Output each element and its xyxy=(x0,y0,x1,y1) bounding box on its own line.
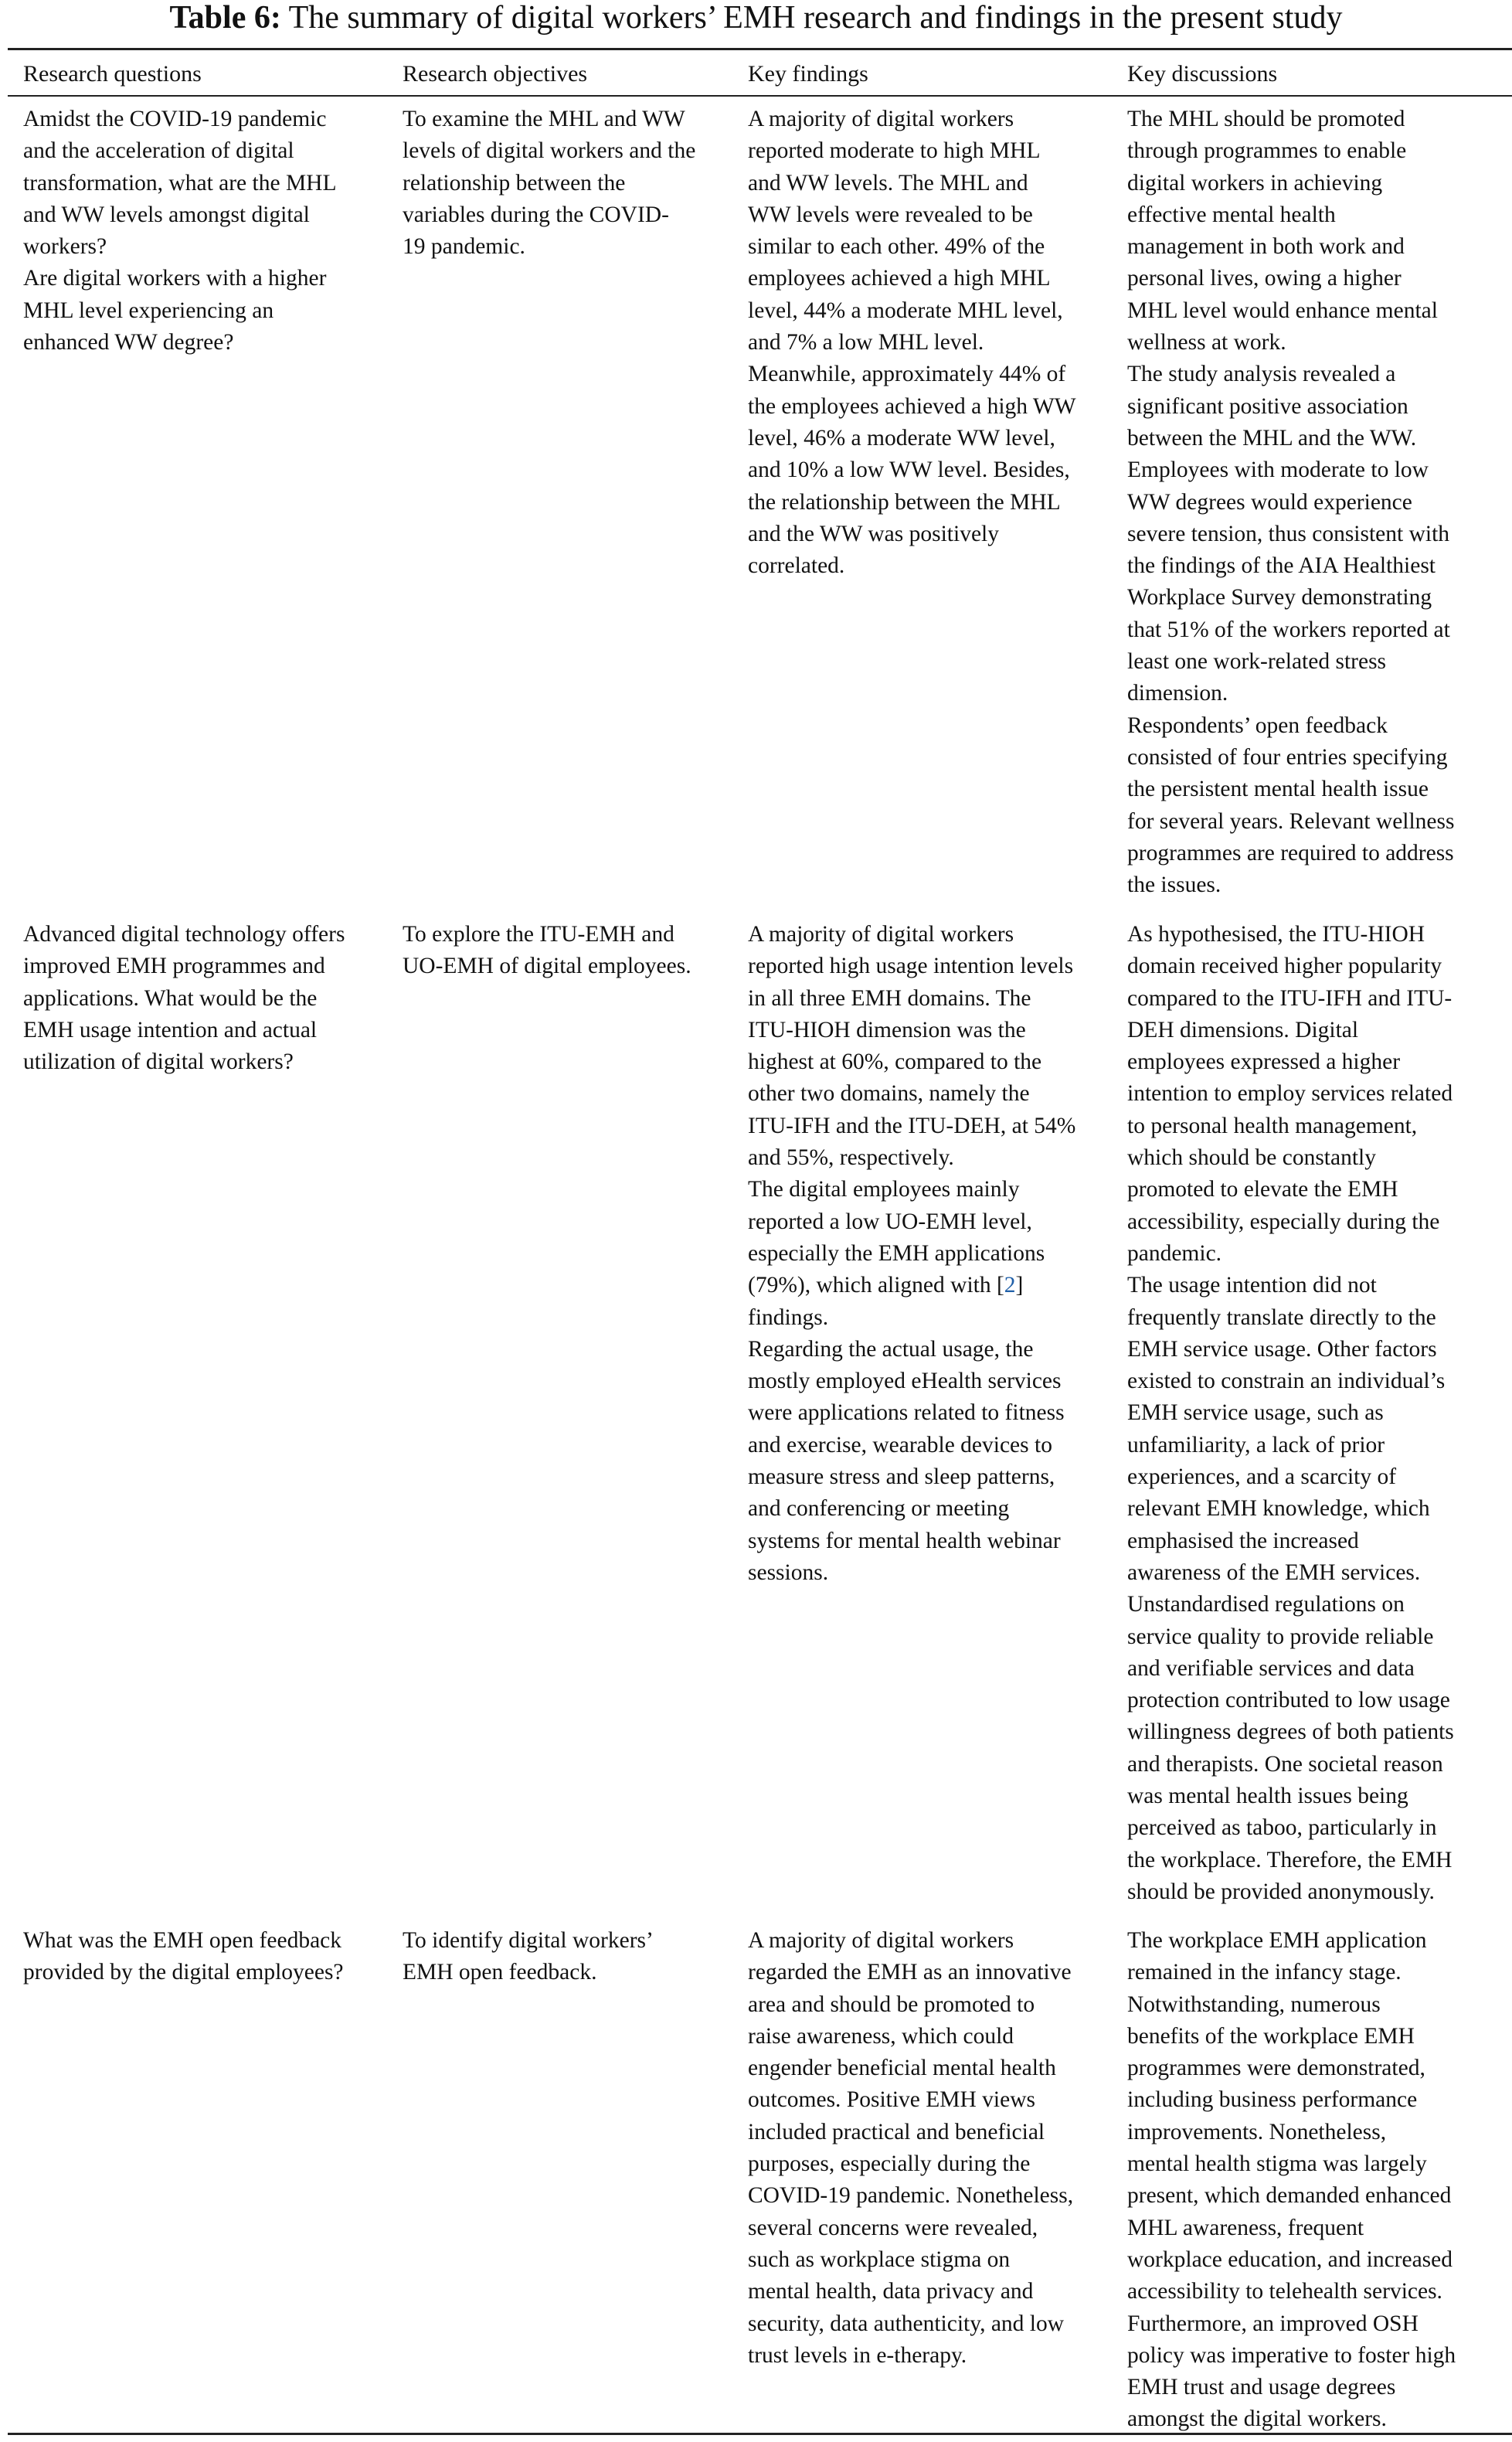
row-2-findings-text-a: A majority of digital workers reported high usage intention levels in all three EMH domains. The ITU-HIOH dimension was the highest at 60%, compared to the other two domains, namely the ITU-IFH and the ITU-DEH, at 54% and 55%, respectively. The digital employees mainly reported a low UO-EMH level, especially the EMH applications (79%), which aligned with [ xyxy=(748,922,1076,1298)
row-1-research-question: Amidst the COVID-19 pandemic and the acceleration of digital transformation, what are the MHL and WW levels amongst digital workers? Are digital workers with a higher MHL level experiencing an enhanced WW degree? xyxy=(23,107,337,355)
row-1-research-objective: To examine the MHL and WW levels of digital workers and the relationship between the variables during the COVID- 19 pandemic. xyxy=(403,107,696,260)
row-2-research-objective: To explore the ITU-EMH and UO-EMH of digital employees. xyxy=(403,922,691,979)
citation-link[interactable]: 2 xyxy=(1004,1273,1016,1298)
table-header-rule xyxy=(8,95,1512,97)
row-3-research-question: What was the EMH open feedback provided by the digital employees? xyxy=(23,1928,344,1985)
column-header-key-discussions: Key discussions xyxy=(1127,61,1278,87)
table-bottom-rule xyxy=(8,2433,1512,2435)
column-header-research-objectives: Research objectives xyxy=(403,61,588,87)
column-header-key-findings: Key findings xyxy=(748,61,868,87)
row-2-findings-text-b: ] findings. Regarding the actual usage, the mostly employed eHealth services were applications related to fitness and exercise, wearable devices to measure stress and sleep patterns, and conferencing or meeting systems for mental health webinar sessions. xyxy=(748,1273,1065,1585)
table-caption xyxy=(0,0,1512,37)
row-2-key-discussion: As hypothesised, the ITU-HIOH domain received higher popularity compared to the ITU-IFH and ITU- DEH dimensions. Digital employees expressed a higher intention to employ services related to personal health management, which should be constantly promoted to elevate the EMH accessibility, especially during the pandemic. The usage intention did not frequently translate directly to the EMH service usage. Other factors existed to constrain an individual’s EMH service usage, such as unfamiliarity, a lack of prior experiences, and a scarcity of relevant EMH knowledge, which emphasised the increased awareness of the EMH services. Unstandardised regulations on service quality to provide reliable and verifiable services and data protection contributed to low usage willingness degrees of both patients and therapists. One societal reason was mental health issues being perceived as taboo, particularly in the workplace. Therefore, the EMH should be provided anonymously. xyxy=(1127,922,1454,1904)
column-header-research-questions: Research questions xyxy=(23,61,202,87)
row-3-key-findings: A majority of digital workers regarded the EMH as an innovative area and should be promoted to raise awareness, which could engender beneficial mental health outcomes. Positive EMH views included practical and beneficial purposes, especially during the COVID-19 pandemic. Nonetheless, several concerns were revealed, such as workplace stigma on mental health, data privacy and security, data authenticity, and low trust levels in e-therapy. xyxy=(748,1928,1074,2368)
row-2-key-findings xyxy=(748,919,1119,1589)
table-caption-text: The summary of digital workers’ EMH research and findings in the present study xyxy=(288,0,1343,36)
row-1-key-findings: A majority of digital workers reported moderate to high MHL and WW levels. The MHL and WW levels were revealed to be similar to each other. 49% of the employees achieved a high MHL level, 44% a moderate MHL level, and 7% a low MHL level. Meanwhile, approximately 44% of the employees achieved a high WW level, 46% a moderate WW level, and 10% a low WW level. Besides, the relationship between the MHL and the WW was positively correlated. xyxy=(748,107,1076,579)
table-caption-label: Table 6: xyxy=(169,0,281,36)
row-3-research-objective: To identify digital workers’ EMH open feedback. xyxy=(403,1928,654,1985)
table-top-rule xyxy=(8,48,1512,50)
row-3-key-discussion: The workplace EMH application remained in the infancy stage. Notwithstanding, numerous benefits of the workplace EMH programmes were demonstrated, including business performance improvements. Nonetheless, mental health stigma was largely present, which demanded enhanced MHL awareness, frequent workplace education, and increased accessibility to telehealth services. Furthermore, an improved OSH policy was imperative to foster high EMH trust and usage degrees amongst the digital workers. xyxy=(1127,1928,1456,2432)
row-1-key-discussion: The MHL should be promoted through programmes to enable digital workers in achieving effective mental health management in both work and personal lives, owing a higher MHL level would enhance mental wellness at work. The study analysis revealed a significant positive association between the MHL and the WW. Employees with moderate to low WW degrees would experience severe tension, thus consistent with the findings of the AIA Healthiest Workplace Survey demonstrating that 51% of the workers reported at least one work-related stress dimension. Respondents’ open feedback consisted of four entries specifying the persistent mental health issue for several years. Relevant wellness programmes are required to address the issues. xyxy=(1127,107,1455,898)
row-2-research-question: Advanced digital technology offers improved EMH programmes and applications. What would be the EMH usage intention and actual utilization of digital workers? xyxy=(23,922,345,1075)
